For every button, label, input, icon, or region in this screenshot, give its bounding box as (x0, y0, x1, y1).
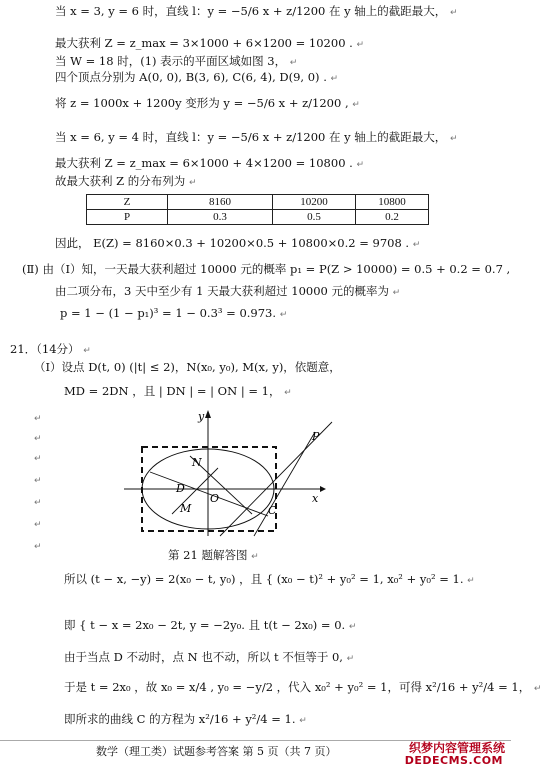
text-line: 所以 (t − x, −y) = 2(x₀ − t, y₀) ，且 { (x₀ − t)² + y₀² = 1, x₀² + y₀² = 1. ↵ (64, 572, 475, 586)
point-label: C (268, 504, 277, 517)
paragraph-mark: ↵ (34, 414, 42, 424)
distribution-table (86, 194, 429, 225)
table-cell: 10200 (273, 195, 356, 210)
text-line: 当 W = 18 时，(1) 表示的平面区域如图 3， ↵ (55, 54, 298, 68)
text-line: 四个顶点分别为 A(0, 0), B(3, 6), C(6, 4), D(9, 0) . ↵ (55, 70, 339, 84)
watermark-title: 织梦内容管理系统 (408, 741, 505, 755)
text-line: 最大获利 Z = z_max = 3×1000 + 6×1200 = 10200 . ↵ (55, 36, 365, 50)
text-line: 当 x = 3, y = 6 时，直线 l：y = −5/6 x + z/1200 在 y 轴上的截距最大， ↵ (55, 4, 458, 18)
figure-caption: 第 21 题解答图 ↵ (168, 548, 259, 562)
question-number: 21．（14分） ↵ (10, 342, 91, 356)
table-row (87, 195, 429, 210)
ellipse-figure (120, 402, 340, 542)
text-line: 由二项分布，3 天中至少有 1 天最大获利超过 10000 元的概率为 ↵ (55, 284, 401, 298)
point-label: O (210, 492, 220, 505)
paragraph-mark: ↵ (34, 498, 42, 508)
paragraph-mark: ↵ (34, 520, 42, 530)
paragraph-mark: ↵ (34, 454, 42, 464)
table-cell: 8160 (168, 195, 273, 210)
text-line: 由于当点 D 不动时，点 N 也不动，所以 t 不恒等于 0, ↵ (64, 650, 355, 664)
point-label: D (176, 482, 185, 495)
axis-label-x: x (312, 492, 319, 505)
paragraph-mark: ↵ (34, 542, 42, 552)
text-line: 将 z = 1000x + 1200y 变形为 y = −5/6 x + z/1200 , ↵ (55, 96, 360, 110)
text-line: MD = 2DN ，且 | DN | = | ON | = 1， ↵ (64, 384, 292, 398)
table-cell: 0.5 (273, 210, 356, 225)
point-label: N (192, 456, 202, 469)
paragraph-mark: ↵ (34, 476, 42, 486)
table-cell: 0.2 (356, 210, 429, 225)
text-line: 最大获利 Z = z_max = 6×1000 + 4×1200 = 10800 . ↵ (55, 156, 365, 170)
text-line: 故最大获利 Z 的分布列为 ↵ (55, 174, 197, 188)
text-line: (Ⅱ) 由（Ⅰ）知，一天最大获利超过 10000 元的概率 p₁ = P(Z > 10000) = 0.5 + 0.2 = 0.7 , (22, 262, 511, 276)
text-line: 因此， E(Z) = 8160×0.3 + 10200×0.5 + 10800×0.2 = 9708 . ↵ (55, 236, 421, 250)
point-label: P (312, 430, 320, 443)
text-line: 即 { t − x = 2x₀ − 2t, y = −2y₀. 且 t(t − 2x₀) = 0. ↵ (64, 618, 357, 632)
table-cell: 10800 (356, 195, 429, 210)
watermark-url: DEDECMS.COM (404, 754, 503, 767)
axis-label-y: y (198, 410, 205, 423)
text-line: 即所求的曲线 C 的方程为 x²/16 + y²/4 = 1. ↵ (64, 712, 307, 726)
paragraph-mark: ↵ (34, 434, 42, 444)
table-cell: P (87, 210, 168, 225)
text-line: 于是 t = 2x₀ ，故 x₀ = x/4 , y₀ = −y/2 ，代入 x₀² + y₀² = 1，可得 x²/16 + y²/4 = 1， ↵ (64, 680, 541, 694)
page-footer: 数学（理工类）试题参考答案 第 5 页（共 7 页） (96, 745, 337, 758)
table-row (87, 210, 429, 225)
text-line: 当 x = 6, y = 4 时，直线 l：y = −5/6 x + z/1200 在 y 轴上的截距最大， ↵ (55, 130, 458, 144)
point-label: M (180, 502, 192, 515)
table-cell: 0.3 (168, 210, 273, 225)
text-line: p = 1 − (1 − p₁)³ = 1 − 0.3³ = 0.973. ↵ (60, 306, 288, 320)
table-cell: Z (87, 195, 168, 210)
text-line: （Ⅰ）设点 D(t, 0) (|t| ≤ 2)，N(x₀, y₀), M(x, y)，依题意， (34, 360, 341, 374)
